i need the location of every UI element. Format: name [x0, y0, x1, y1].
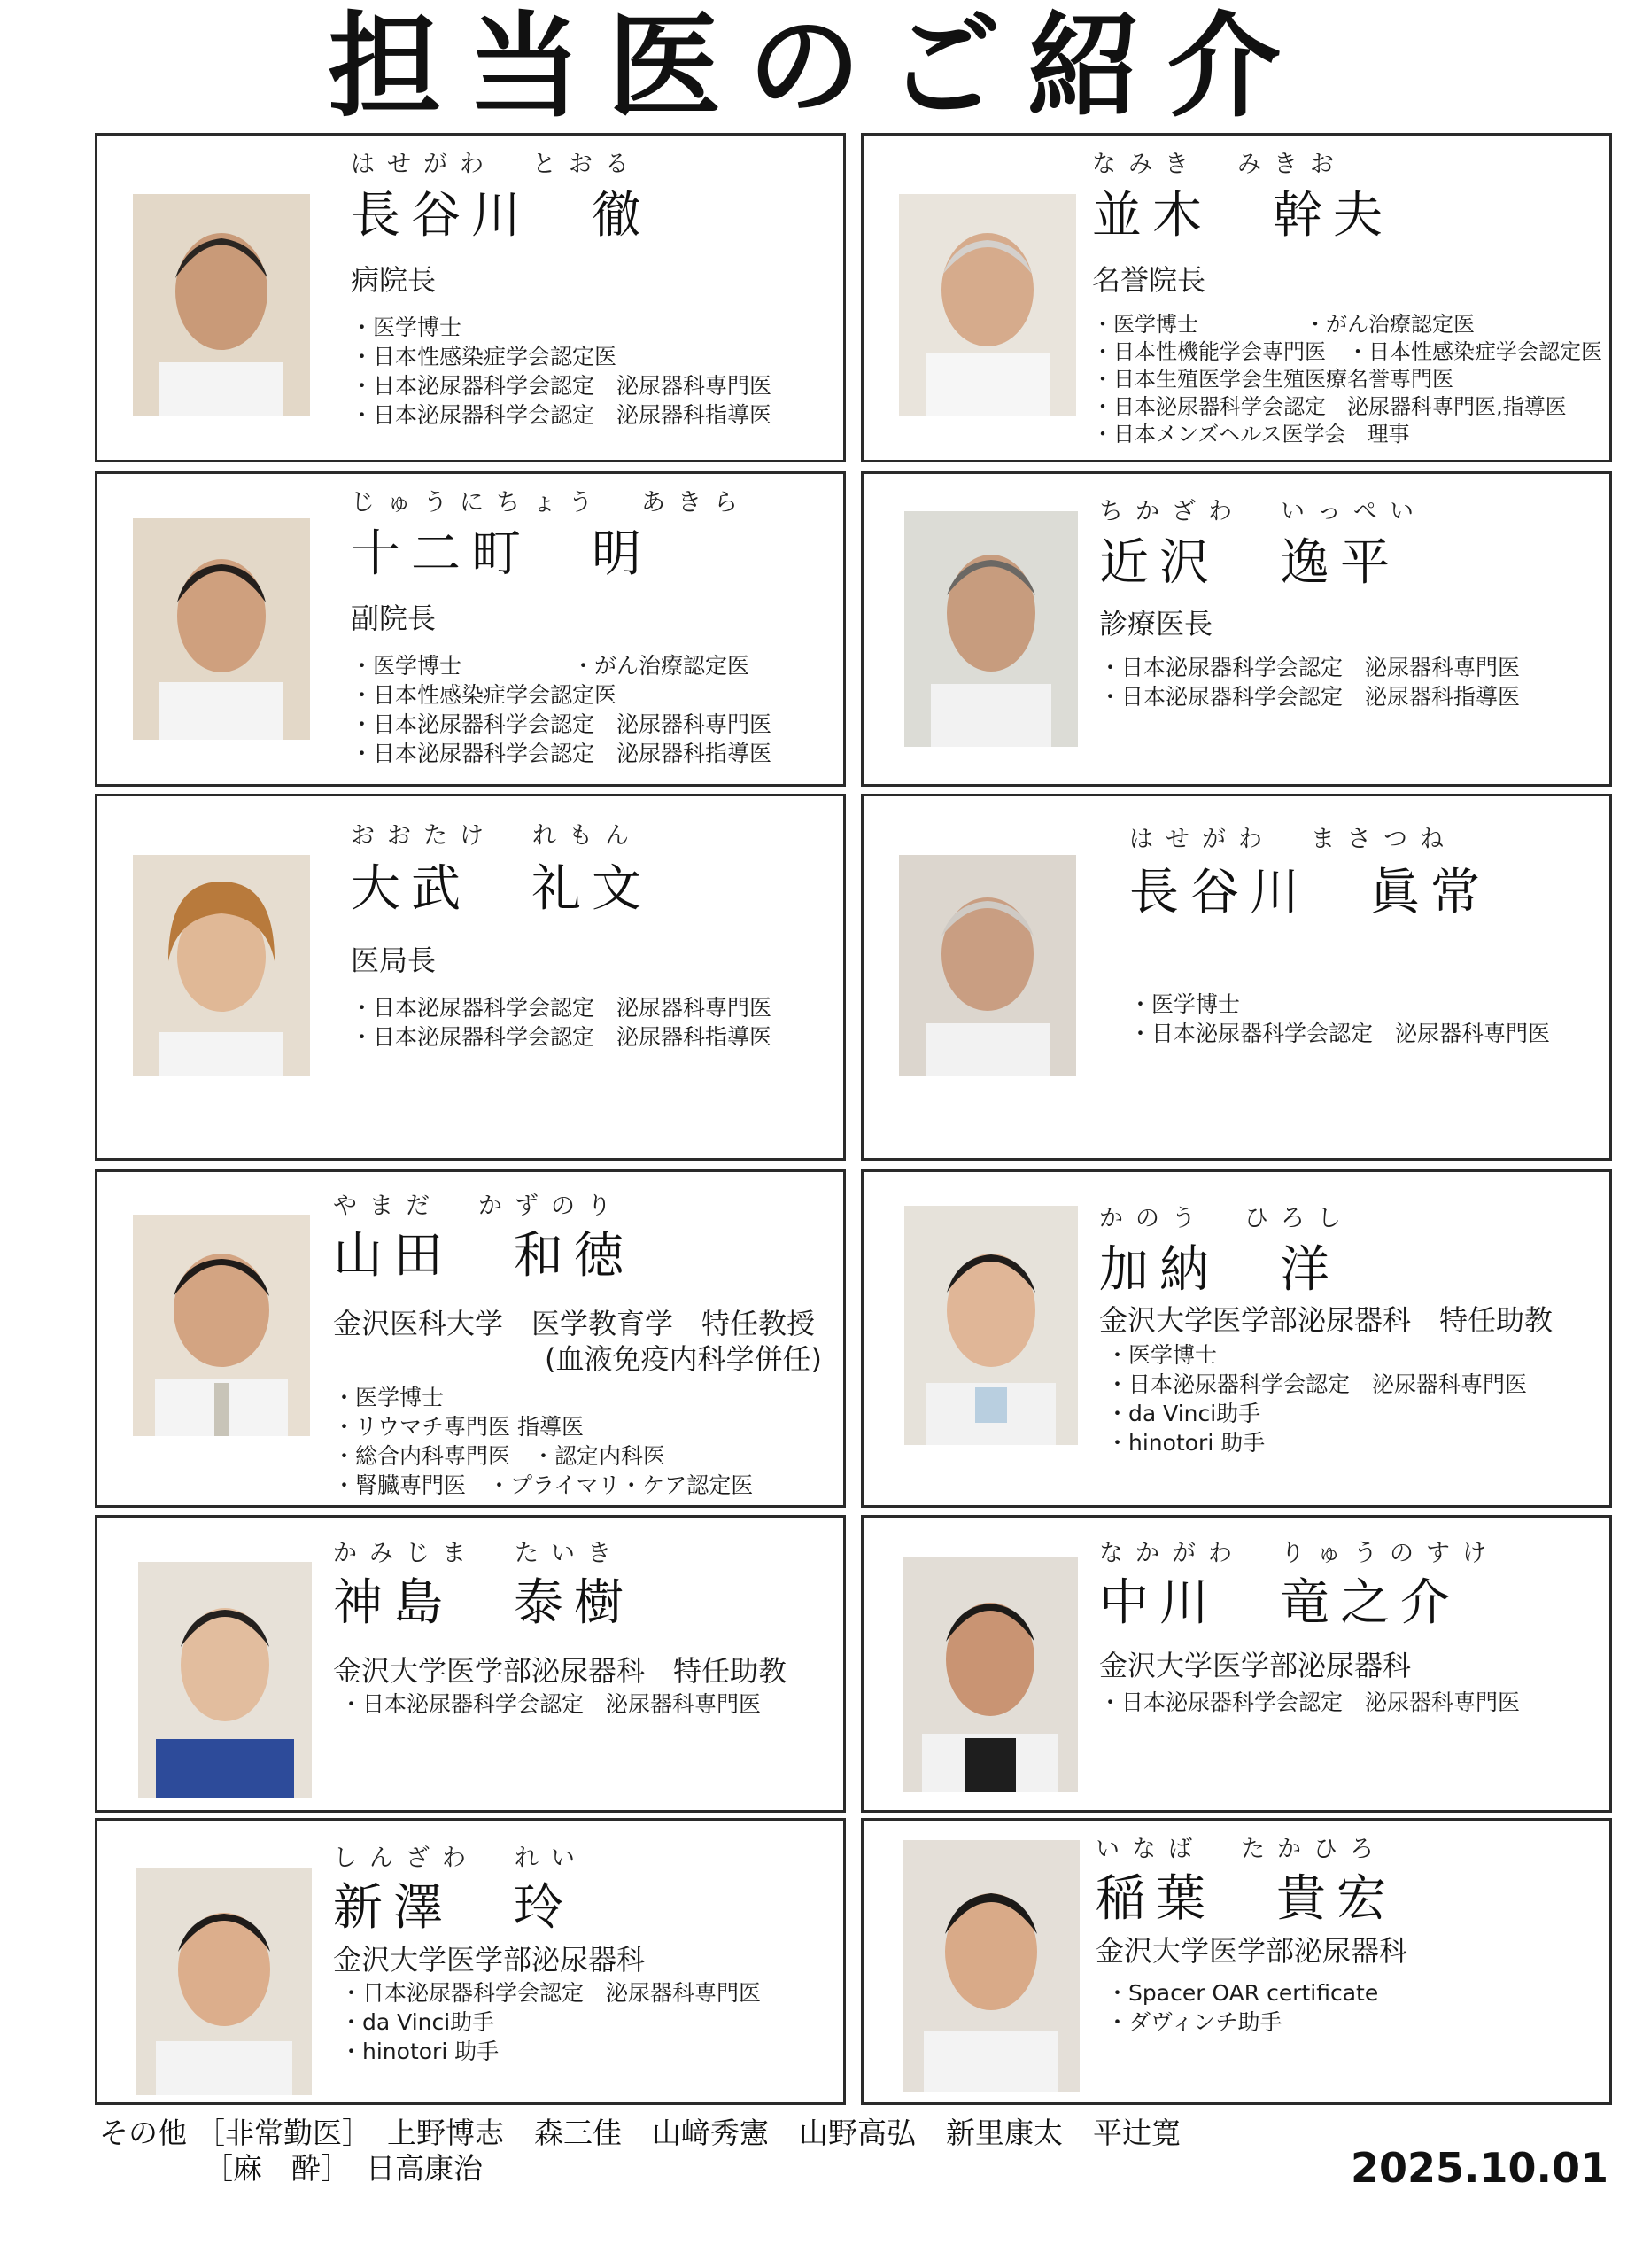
doctor-role: 病院長 [351, 263, 437, 297]
qualification-list [1099, 1688, 1520, 1717]
doctor-name: 新澤 玲 [333, 1879, 574, 1937]
parttime-doctor: 平辻寛 [1093, 2116, 1181, 2150]
doctor-card [95, 133, 846, 462]
doctor-name: 長谷川 徹 [351, 187, 652, 245]
doctor-photo [903, 1557, 1078, 1792]
parttime-label: ［非常勤医］ [196, 2116, 371, 2150]
doctor-name: 大武 礼文 [351, 860, 652, 918]
doctor-role: 金沢医科大学 医学教育学 特任教授 [333, 1307, 816, 1340]
qualification-list [340, 1978, 761, 2066]
qualification-list [1106, 1978, 1378, 2037]
name-reading: いなば たかひろ [1096, 1836, 1386, 1863]
doctor-card [861, 1515, 1612, 1813]
doctor-name: 稲葉 貴宏 [1096, 1870, 1397, 1928]
qualification-item: ・ 日本性感染症学会認定医 [351, 342, 771, 371]
doctor-card [95, 1818, 846, 2105]
name-reading: ちかざわ いっぺい [1099, 498, 1426, 525]
qualification-item: ・ 総合内科専門医 ・認定内科医 [333, 1441, 753, 1471]
qualification-item: ・ Spacer OAR certificate [1106, 1978, 1378, 2008]
parttime-doctor: 森三佳 [534, 2116, 622, 2150]
page-title: 担当医のご紹介 [327, 0, 1307, 133]
parttime-doctor: 上野博志 [387, 2116, 504, 2150]
qualification-item: ・ 日本泌尿器科学会認定 泌尿器科専門医 [340, 1689, 761, 1719]
qualification-item: ・ da Vinci助手 [340, 2008, 761, 2037]
qualification-item: ・ 医学博士 [1129, 990, 1550, 1019]
qualification-item: ・ 医学博士 [351, 313, 771, 342]
other-label: その他 [99, 2116, 187, 2150]
doctor-role: 金沢大学医学部泌尿器科 特任助教 [333, 1654, 787, 1688]
doctor-name: 加納 洋 [1099, 1241, 1340, 1299]
doctor-photo [903, 1840, 1080, 2092]
name-reading: じゅうにちょう あきら [351, 489, 750, 517]
qualification-item: ・ 日本泌尿器科学会認定 泌尿器科専門医 [1099, 653, 1520, 682]
doctor-photo [136, 1868, 312, 2095]
name-reading: はせがわ まさつね [1129, 826, 1456, 853]
doctor-photo [899, 194, 1076, 416]
name-reading: かみじま たいき [333, 1540, 624, 1567]
doctor-role: 金沢大学医学部泌尿器科 [333, 1943, 646, 1977]
qualification-item: ・ 日本泌尿器科学会認定 泌尿器科専門医 [1106, 1370, 1527, 1399]
doctor-role: 副院長 [351, 602, 437, 635]
qualification-item: ・ 日本泌尿器科学会認定 泌尿器科専門医 [1099, 1688, 1520, 1717]
doctor-name: 並木 幹夫 [1092, 187, 1393, 245]
name-reading: やまだ かずのり [333, 1192, 624, 1220]
doctor-role: 診療医長 [1099, 607, 1213, 641]
qualification-item: ・ hinotori 助手 [340, 2037, 761, 2066]
doctor-card [861, 133, 1612, 462]
doctor-role: 金沢大学医学部泌尿器科 [1099, 1649, 1412, 1682]
anesthesia-label: ［麻 酔］ [204, 2151, 350, 2186]
doctor-role: 医局長 [351, 944, 437, 977]
parttime-doctor: 山野高弘 [799, 2116, 916, 2150]
qualification-item: ・ 日本泌尿器科学会認定 泌尿器科指導医 [351, 1022, 771, 1052]
issue-date: 2025.10.01 [1350, 2144, 1608, 2192]
qualification-item: ・ 日本泌尿器科学会認定 泌尿器科指導医 [351, 739, 771, 768]
qualification-item: ・ da Vinci助手 [1106, 1399, 1527, 1428]
qualification-item: ・ hinotori 助手 [1106, 1428, 1527, 1457]
doctor-photo [133, 855, 310, 1076]
qualification-item: ・ 医学博士 [1106, 1340, 1527, 1370]
qualification-list [351, 651, 771, 768]
name-reading: しんざわ れい [333, 1845, 587, 1872]
qualification-item: ・ ダヴィンチ助手 [1106, 2008, 1378, 2037]
doctor-name: 山田 和徳 [333, 1227, 634, 1285]
qualification-item: ・ 日本泌尿器科学会認定 泌尿器科専門医 [351, 371, 771, 400]
qualification-item: ・ 日本泌尿器科学会認定 泌尿器科専門医 [340, 1978, 761, 2008]
name-reading: おおたけ れもん [351, 822, 641, 850]
doctor-photo [133, 518, 310, 740]
qualification-item: ・ 医学博士 ・がん治療認定医 [1092, 311, 1602, 338]
doctor-role: 金沢大学医学部泌尿器科 [1096, 1934, 1408, 1968]
qualification-item: ・ 日本泌尿器科学会認定 泌尿器科専門医 [351, 710, 771, 739]
qualification-item: ・ 日本性機能学会専門医 ・日本性感染症学会認定医 [1092, 338, 1602, 366]
qualification-item: ・ 日本泌尿器科学会認定 泌尿器科専門医 [351, 993, 771, 1022]
qualification-list [333, 1383, 753, 1500]
doctor-photo [899, 855, 1076, 1076]
doctor-photo [138, 1562, 312, 1798]
doctor-card [95, 471, 846, 787]
qualification-item: ・ 日本生殖医学会生殖医療名誉専門医 [1092, 366, 1602, 393]
qualification-list [1129, 990, 1550, 1048]
anesthesia-doctor: 日高康治 [366, 2151, 483, 2186]
doctor-name: 神島 泰樹 [333, 1574, 634, 1632]
doctor-name: 十二町 明 [351, 525, 652, 583]
doctor-card [95, 1515, 846, 1813]
name-reading: なかがわ りゅうのすけ [1099, 1540, 1499, 1567]
doctor-name: 長谷川 眞常 [1129, 864, 1491, 921]
doctor-role: 金沢大学医学部泌尿器科 特任助教 [1099, 1303, 1554, 1337]
parttime-doctor: 新里康太 [946, 2116, 1063, 2150]
doctor-role: 名誉院長 [1092, 263, 1206, 297]
doctor-role-note: (血液免疫内科学併任) [545, 1342, 822, 1376]
doctor-card [95, 794, 846, 1161]
doctor-card [861, 1169, 1612, 1508]
qualification-list [1092, 311, 1602, 448]
doctor-photo [904, 1206, 1078, 1445]
doctor-card [95, 1169, 846, 1508]
name-reading: はせがわ とおる [351, 151, 641, 178]
doctor-photo [904, 511, 1078, 747]
qualification-list [351, 313, 771, 430]
doctor-card [861, 1818, 1612, 2105]
doctor-card [861, 471, 1612, 787]
qualification-item: ・ 医学博士 ・がん治療認定医 [351, 651, 771, 680]
qualification-item: ・ 腎臓専門医 ・プライマリ・ケア認定医 [333, 1471, 753, 1500]
doctor-photo [133, 194, 310, 416]
anesthesia-row [99, 2151, 1211, 2186]
qualification-item: ・ 医学博士 [333, 1383, 753, 1412]
doctor-name: 近沢 逸平 [1099, 534, 1400, 592]
qualification-list [351, 993, 771, 1052]
qualification-item: ・ リウマチ専門医 指導医 [333, 1412, 753, 1441]
qualification-item: ・ 日本性感染症学会認定医 [351, 680, 771, 710]
doctor-name: 中川 竜之介 [1099, 1574, 1461, 1632]
qualification-item: ・ 日本泌尿器科学会認定 泌尿器科専門医 [1129, 1019, 1550, 1048]
parttime-row [99, 2116, 1211, 2151]
name-reading: かのう ひろし [1099, 1205, 1353, 1232]
qualification-item: ・ 日本泌尿器科学会認定 泌尿器科指導医 [351, 400, 771, 430]
other-doctors [99, 2116, 1211, 2186]
qualification-list [340, 1689, 761, 1719]
name-reading: なみき みきお [1092, 151, 1346, 178]
qualification-item: ・ 日本泌尿器科学会認定 泌尿器科専門医,指導医 [1092, 393, 1602, 421]
parttime-doctor: 山﨑秀憲 [652, 2116, 769, 2150]
qualification-list [1106, 1340, 1527, 1457]
doctor-photo [133, 1215, 310, 1436]
qualification-item: ・ 日本メンズヘルス医学会 理事 [1092, 421, 1602, 448]
qualification-list [1099, 653, 1520, 711]
qualification-item: ・ 日本泌尿器科学会認定 泌尿器科指導医 [1099, 682, 1520, 711]
doctor-card [861, 794, 1612, 1161]
